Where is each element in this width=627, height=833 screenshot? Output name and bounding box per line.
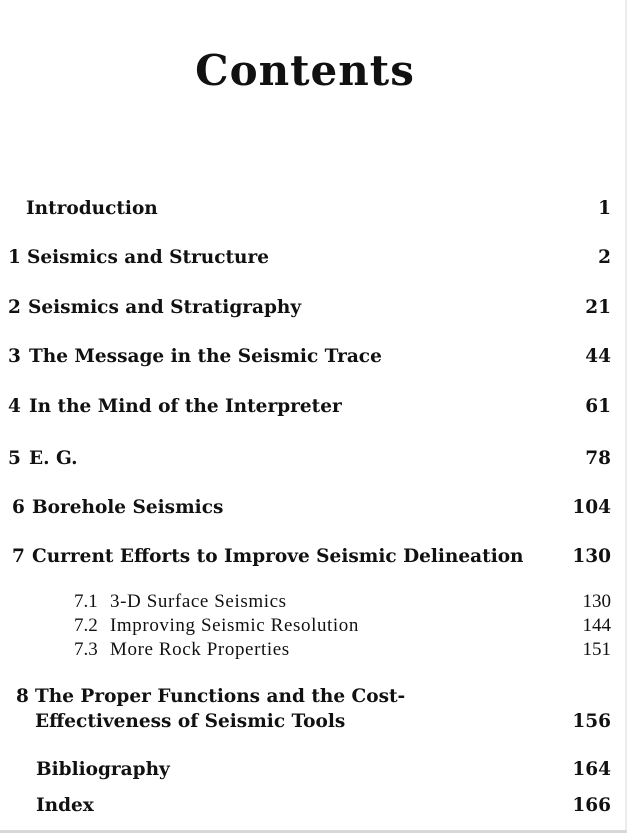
toc-entry-index[interactable]	[0, 793, 627, 819]
toc-entry-label-line2: Effectiveness of Seismic Tools	[35, 711, 346, 732]
toc-entry-page: 130	[572, 546, 611, 567]
toc-entry-label: The Message in the Seismic Trace	[29, 346, 382, 367]
toc-entry-page: 156	[572, 711, 611, 732]
toc-entry-page: 1	[598, 198, 611, 219]
toc-entry-label: Seismics and Stratigraphy	[28, 297, 302, 318]
toc-subentry-label: 3-D Surface Seismics	[110, 591, 287, 612]
toc-entry-page: 78	[585, 448, 611, 469]
toc-subentry-number: 7.2	[74, 615, 98, 636]
toc-subentry-page: 151	[582, 639, 611, 660]
toc-entry-page: 21	[585, 297, 611, 318]
toc-entry-label: Seismics and Structure	[27, 247, 269, 268]
toc-entry-introduction[interactable]	[0, 196, 627, 222]
toc-entry-label: Bibliography	[36, 759, 170, 780]
toc-entry-label: Borehole Seismics	[32, 497, 224, 518]
toc-entry-label: Index	[36, 795, 94, 816]
toc-subentry-label: Improving Seismic Resolution	[110, 615, 360, 636]
toc-entry-number: 5	[8, 448, 21, 469]
toc-entry-number: 8	[16, 686, 29, 707]
toc-entry-chapter-4[interactable]	[0, 394, 627, 420]
toc-entry-chapter-3[interactable]	[0, 344, 627, 370]
toc-entry-chapter-8[interactable]	[0, 684, 627, 710]
toc-entry-number: 2	[8, 297, 21, 318]
toc-entry-page: 166	[572, 795, 611, 816]
toc-entry-label-line1: The Proper Functions and the Cost-	[35, 686, 406, 707]
toc-entry-bibliography[interactable]	[0, 757, 627, 783]
toc-entry-chapter-7[interactable]	[0, 544, 627, 570]
toc-entry-page: 164	[572, 759, 611, 780]
toc-entry-chapter-6[interactable]	[0, 495, 627, 521]
toc-subentry-number: 7.1	[74, 591, 98, 612]
toc-entry-number: 3	[8, 346, 21, 367]
toc-subentry-7-3[interactable]	[0, 638, 627, 662]
toc-entry-chapter-1[interactable]	[0, 245, 627, 271]
toc-entry-number: 7	[12, 546, 25, 567]
toc-entry-chapter-2[interactable]	[0, 295, 627, 321]
toc-subentry-page: 130	[582, 591, 611, 612]
toc-entry-label: In the Mind of the Interpreter	[29, 396, 342, 417]
toc-subentry-7-2[interactable]	[0, 614, 627, 638]
toc-entry-number: 1	[8, 247, 21, 268]
toc-entry-number: 4	[8, 396, 21, 417]
toc-entry-number: 6	[12, 497, 25, 518]
toc-entry-label: Current Efforts to Improve Seismic Delineation	[32, 546, 524, 567]
toc-entry-chapter-5[interactable]	[0, 446, 627, 472]
toc-entry-page: 44	[585, 346, 611, 367]
toc-entry-label: Introduction	[26, 198, 158, 219]
toc-entry-page: 104	[572, 497, 611, 518]
toc-entry-page: 61	[585, 396, 611, 417]
toc-subentry-7-1[interactable]	[0, 590, 627, 614]
toc-entry-page: 2	[598, 247, 611, 268]
toc-subentry-label: More Rock Properties	[110, 639, 290, 660]
toc-entry-label: E. G.	[29, 448, 78, 469]
page-title: Contents	[195, 46, 415, 95]
toc-entry-chapter-8-continued[interactable]	[0, 709, 627, 735]
toc-subentry-number: 7.3	[74, 639, 98, 660]
toc-subentry-page: 144	[582, 615, 611, 636]
